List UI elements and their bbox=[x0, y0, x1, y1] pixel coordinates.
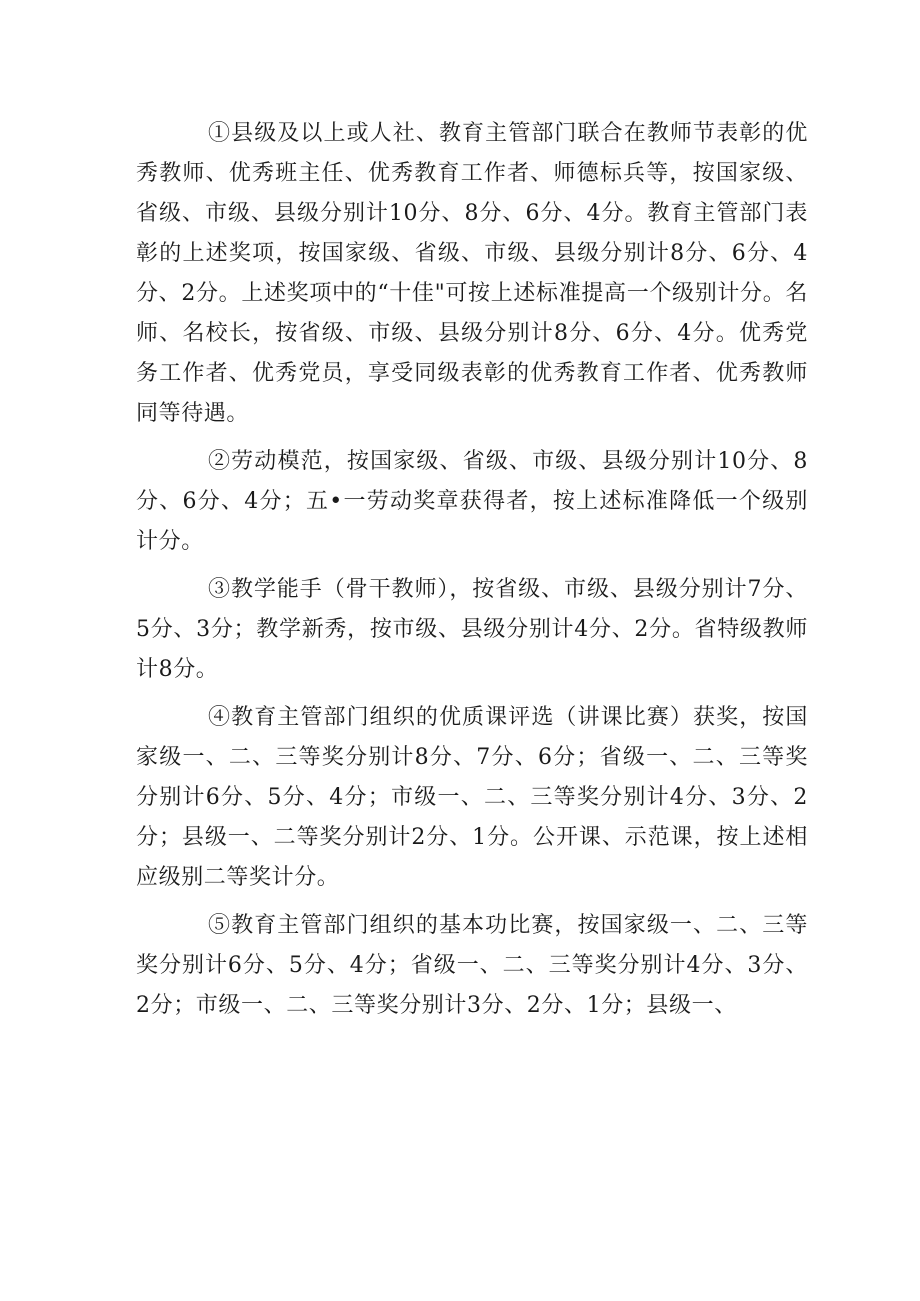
paragraph-item-4: ④教育主管部门组织的优质课评选（讲课比赛）获奖，按国家级一、二、三等奖分别计8分、7分、6分；省级一、二、三等奖分别计6分、5分、4分；市级一、二、三等奖分别计4分、3分、2分；县级一、二等奖分别计2分、1分。公开课、示范课，按上述相应级别二等奖计分。 bbox=[136, 705, 808, 890]
paragraph-item-2: ②劳动模范，按国家级、省级、市级、县级分别计10分、8分、6分、4分；五•一劳动奖章获得者，按上述标准降低一个级别计分。 bbox=[136, 449, 808, 554]
document-body bbox=[136, 114, 808, 1034]
paragraph-item-5: ⑤教育主管部门组织的基本功比赛，按国家级一、二、三等奖分别计6分、5分、4分；省级一、二、三等奖分别计4分、3分、2分；市级一、二、三等奖分别计3分、2分、1分；县级一、 bbox=[136, 913, 808, 1018]
paragraph-item-1: ①县级及以上或人社、教育主管部门联合在教师节表彰的优秀教师、优秀班主任、优秀教育工作者、师德标兵等，按国家级、省级、市级、县级分别计10分、8分、6分、4分。教育主管部门表彰的上述奖项，按国家级、省级、市级、县级分别计8分、6分、4分、2分。上述奖项中的“十佳"可按上述标准提高一个级别计分。名师、名校长，按省级、市级、县级分别计8分、6分、4分。优秀党务工作者、优秀党员，享受同级表彰的优秀教育工作者、优秀教师同等待遇。 bbox=[136, 121, 808, 426]
paragraph-item-3: ③教学能手（骨干教师），按省级、市级、县级分别计7分、5分、3分；教学新秀，按市级、县级分别计4分、2分。省特级教师计8分。 bbox=[136, 577, 808, 682]
